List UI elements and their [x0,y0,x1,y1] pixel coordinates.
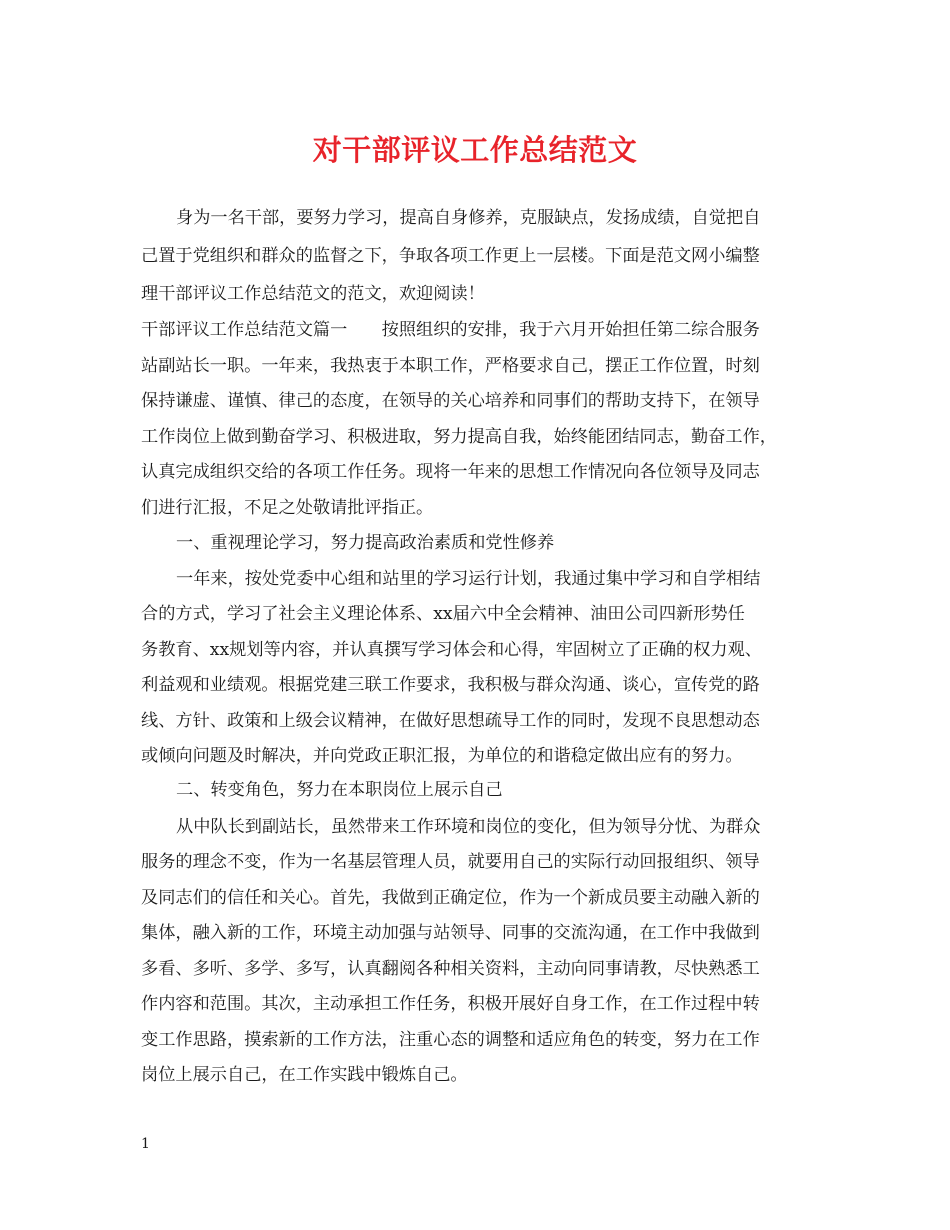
body-line: 理干部评议工作总结范文的范文，欢迎阅读！ [141,284,485,304]
body-line: 身为一名干部，要努力学习，提高自身修养，克服缺点，发扬成绩，自觉把自 [176,208,761,228]
body-line: 务教育、xx规划等内容，并认真撰写学习体会和心得，牢固树立了正确的权力观、 [141,640,762,660]
body-line: 己置于党组织和群众的监督之下，争取各项工作更上一层楼。下面是范文网小编整 [141,246,760,266]
body-line: 从中队长到副站长，虽然带来工作环境和岗位的变化，但为领导分忧、为群众 [176,817,761,837]
body-line: 工作岗位上做到勤奋学习、积极进取，努力提高自我，始终能团结同志，勤奋工作， [141,427,777,447]
body-line: 站副站长一职。一年来，我热衷于本职工作，严格要求自己，摆正工作位置，时刻 [141,356,760,376]
body-line: 认真完成组织交给的各项工作任务。现将一年来的思想工作情况向各位领导及同志 [141,462,760,482]
body-line: 集体，融入新的工作，环境主动加强与站领导、同事的交流沟通，在工作中我做到 [141,923,760,943]
body-line: 或倾向问题及时解决，并向党政正职汇报，为单位的和谐稳定做出应有的努力。 [141,746,743,766]
body-line: 合的方式，学习了社会主义理论体系、xx届六中全会精神、油田公司四新形势任 [141,604,745,624]
body-line: 线、方针、政策和上级会议精神，在做好思想疏导工作的同时，发现不良思想动态 [141,711,760,731]
body-line: 岗位上展示自己，在工作实践中锻炼自己。 [141,1065,468,1085]
document-title: 对干部评议工作总结范文 [312,133,638,167]
body-line: 多看、多听、多学、多写，认真翻阅各种相关资料，主动向同事请教，尽快熟悉工 [141,959,760,979]
body-line: 保持谦虚、谨慎、律己的态度，在领导的关心培养和同事们的帮助支持下，在领导 [141,391,760,411]
body-line: 们进行汇报，不足之处敬请批评指正。 [141,498,434,518]
section-heading: 一、重视理论学习，努力提高政治素质和党性修养 [176,533,555,553]
body-line: 变工作思路，摸索新的工作方法，注重心态的调整和适应角色的转变，努力在工作 [141,1030,760,1050]
section-heading: 二、转变角色，努力在本职岗位上展示自己 [176,780,503,800]
page-number: 1 [141,1136,150,1152]
body-line: 一年来，按处党委中心组和站里的学习运行计划，我通过集中学习和自学相结 [176,569,761,589]
body-line: 及同志们的信任和关心。首先，我做到正确定位，作为一个新成员要主动融入新的 [141,888,760,908]
body-line: 利益观和业绩观。根据党建三联工作要求，我积极与群众沟通、谈心，宣传党的路 [141,675,760,695]
body-line: 服务的理念不变，作为一名基层管理人员，就要用自己的实际行动回报组织、领导 [141,852,760,872]
body-line: 作内容和范围。其次，主动承担工作任务，积极开展好自身工作，在工作过程中转 [141,994,760,1014]
body-line: 干部评议工作总结范文篇一 按照组织的安排，我于六月开始担任第二综合服务 [141,320,760,340]
